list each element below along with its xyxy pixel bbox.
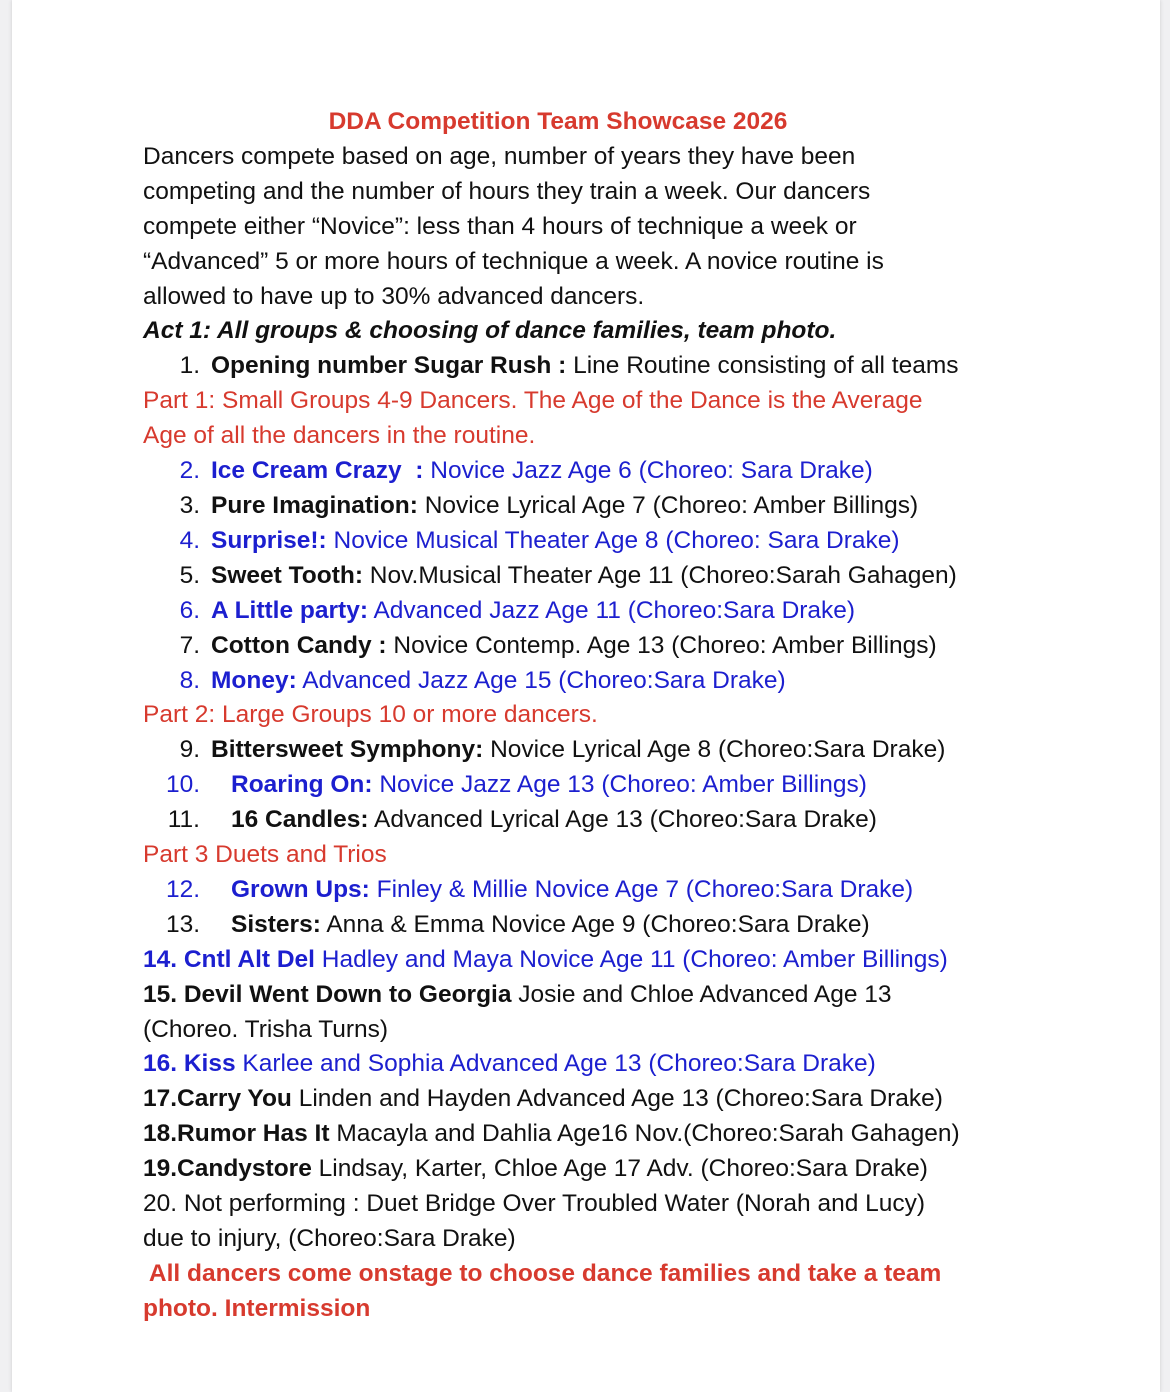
routine-name: 19.Candystore <box>143 1155 312 1183</box>
item-number: 1. <box>179 352 200 380</box>
list-item <box>143 629 1143 664</box>
list-item <box>143 733 1143 768</box>
routine-desc: Finley & Millie Novice Age 7 (Choreo:Sara Drake) <box>369 875 914 903</box>
list-item <box>143 559 1143 594</box>
list-item <box>143 978 1143 1013</box>
list-item <box>143 1187 1143 1257</box>
routine-name: 15. Devil Went Down to Georgia <box>143 980 512 1008</box>
list-item <box>143 803 1143 838</box>
routine-desc: Hadley and Maya Novice Age 11 (Choreo: Amber Billings) <box>314 945 948 973</box>
part-heading-line: Age of all the dancers in the routine. <box>143 422 536 450</box>
item-number: 11. <box>167 806 200 834</box>
routine-desc: Linden and Hayden Advanced Age 13 (Choreo:Sara Drake) <box>291 1085 943 1113</box>
item-number: 5. <box>179 561 200 589</box>
list-item <box>143 768 1143 803</box>
item-number: 4. <box>179 526 200 554</box>
closing-note <box>143 1257 1143 1327</box>
item-number: 13. <box>165 910 200 938</box>
item-number: 7. <box>179 631 200 659</box>
list-item <box>143 1047 1143 1082</box>
routine-name: Bittersweet Symphony: <box>211 736 484 764</box>
list-item <box>143 1082 1143 1117</box>
item-number: 12. <box>165 875 200 903</box>
routine-name: Sisters: <box>231 910 321 938</box>
routine-desc: Novice Lyrical Age 7 (Choreo: Amber Billings) <box>417 491 919 519</box>
item-number: 2. <box>179 457 200 485</box>
routine-name: Opening number Sugar Rush : <box>211 352 567 380</box>
document-page <box>12 0 1160 1392</box>
routine-name: Ice Cream Crazy : <box>211 457 424 485</box>
list-item <box>143 943 1143 978</box>
routine-desc: Novice Musical Theater Age 8 (Choreo: Sara Drake) <box>326 526 900 554</box>
intro-line: competing and the number of hours they train a week. Our dancers <box>143 177 871 205</box>
list-item <box>143 873 1143 908</box>
routine-desc: Novice Lyrical Age 8 (Choreo:Sara Drake) <box>483 736 946 764</box>
note-line: due to injury, (Choreo:Sara Drake) <box>143 1225 516 1252</box>
routine-name: Surprise!: <box>211 526 327 554</box>
item-number: 3. <box>179 491 200 519</box>
list-item <box>143 524 1143 559</box>
routine-desc: Advanced Lyrical Age 13 (Choreo:Sara Drake) <box>368 806 877 834</box>
routine-desc-continued: (Choreo. Trisha Turns) <box>143 1015 389 1043</box>
intro-line: “Advanced” 5 or more hours of technique a week. A novice routine is <box>143 247 884 275</box>
act-heading: Act 1: All groups & choosing of dance families, team photo. <box>143 317 837 345</box>
routine-desc: Novice Jazz Age 6 (Choreo: Sara Drake) <box>423 457 873 485</box>
routine-name: Money: <box>211 666 297 694</box>
routine-name: Cotton Candy : <box>211 631 387 659</box>
page-title: DDA Competition Team Showcase 2026 <box>328 108 788 135</box>
list-item <box>143 908 1143 943</box>
item-number: 9. <box>179 736 200 764</box>
routine-desc: Karlee and Sophia Advanced Age 13 (Choreo:Sara Drake) <box>235 1050 876 1078</box>
routine-name: Grown Ups: <box>231 875 370 903</box>
routine-desc: Novice Jazz Age 13 (Choreo: Amber Billings) <box>372 771 867 799</box>
part-heading-line: Part 1: Small Groups 4-9 Dancers. The Age of the Dance is the Average <box>143 387 923 415</box>
routine-name: 16. Kiss <box>143 1050 236 1078</box>
part-heading: Part 2: Large Groups 10 or more dancers. <box>143 701 598 729</box>
part-heading: Part 3 Duets and Trios <box>143 841 387 869</box>
list-item <box>143 489 1143 524</box>
list-item <box>143 454 1143 489</box>
routine-desc: Lindsay, Karter, Chloe Age 17 Adv. (Choreo:Sara Drake) <box>311 1155 928 1183</box>
routine-name: 18.Rumor Has It <box>143 1120 330 1148</box>
routine-name: 17.Carry You <box>143 1085 292 1113</box>
program-content <box>143 105 1143 1327</box>
intro-paragraph <box>143 140 1143 315</box>
routine-desc: Macayla and Dahlia Age16 Nov.(Choreo:Sarah Gahagen) <box>329 1120 960 1148</box>
item-number: 6. <box>179 596 200 624</box>
item-number: 8. <box>179 666 200 694</box>
routine-desc: Nov.Musical Theater Age 11 (Choreo:Sarah Gahagen) <box>362 561 957 589</box>
list-item <box>143 594 1143 629</box>
list-item <box>143 349 1143 384</box>
intro-line: Dancers compete based on age, number of years they have been <box>143 142 856 170</box>
list-item <box>143 1152 1143 1187</box>
routine-desc: Advanced Jazz Age 15 (Choreo:Sara Drake) <box>296 666 786 694</box>
intro-line: allowed to have up to 30% advanced dancers. <box>143 282 645 310</box>
routine-name: A Little party: <box>211 596 368 624</box>
routine-desc: Novice Contemp. Age 13 (Choreo: Amber Billings) <box>386 631 937 659</box>
intro-line: compete either “Novice”: less than 4 hours of technique a week or <box>143 212 857 240</box>
routine-desc: Line Routine consisting of all teams <box>566 352 959 380</box>
list-item <box>143 664 1143 699</box>
routine-desc: Advanced Jazz Age 11 (Choreo:Sara Drake) <box>368 596 856 624</box>
closing-line: All dancers come onstage to choose dance families and take a team <box>143 1259 942 1287</box>
closing-line: photo. Intermission <box>143 1294 371 1322</box>
routine-desc: Josie and Chloe Advanced Age 13 <box>511 980 892 1008</box>
routine-name: Pure Imagination: <box>211 491 418 519</box>
list-item <box>143 1117 1143 1152</box>
note-line: 20. Not performing : Duet Bridge Over Troubled Water (Norah and Lucy) <box>143 1190 926 1218</box>
item-number: 10. <box>165 771 200 799</box>
routine-name: Roaring On: <box>231 771 373 799</box>
routine-name: 16 Candles: <box>231 806 369 834</box>
routine-name: 14. Cntl Alt Del <box>143 945 315 973</box>
routine-desc: Anna & Emma Novice Age 9 (Choreo:Sara Drake) <box>320 910 870 938</box>
part-heading <box>143 384 1143 454</box>
routine-name: Sweet Tooth: <box>211 561 363 589</box>
